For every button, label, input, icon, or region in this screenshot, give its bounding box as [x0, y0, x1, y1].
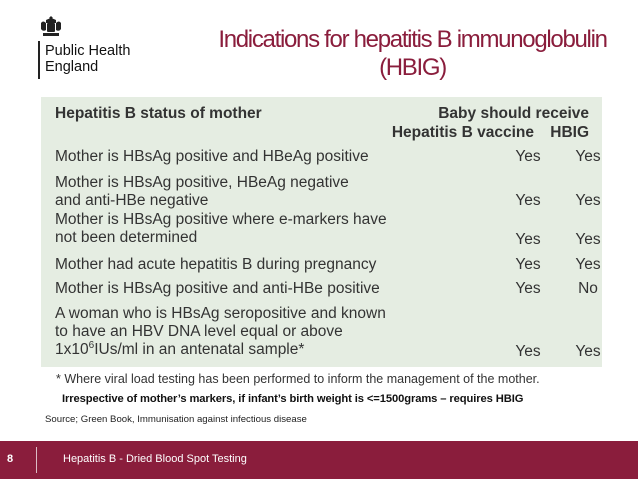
- row-status: Mother is HBsAg positive and HBeAg positive: [55, 148, 369, 165]
- superscript-exponent: 6: [88, 340, 95, 351]
- footer-title: Hepatitis B - Dried Blood Spot Testing: [63, 453, 247, 465]
- row-hbig: Yes: [575, 343, 601, 360]
- page-number: 8: [7, 453, 14, 465]
- footer-divider: [36, 447, 37, 473]
- header-hbig: HBIG: [550, 124, 589, 141]
- table-footnote: * Where viral load testing has been performed to inform the management of the mother.: [56, 372, 540, 386]
- header-mother-status: Hepatitis B status of mother: [55, 105, 262, 122]
- row-vaccine: Yes: [515, 256, 541, 273]
- row-hbig: Yes: [575, 256, 601, 273]
- slide-footer: [0, 441, 638, 479]
- row-vaccine: Yes: [515, 343, 541, 360]
- row-hbig: Yes: [575, 148, 601, 165]
- row-status: Mother is HBsAg positive and anti-HBe positive: [55, 280, 380, 297]
- row-status: [55, 305, 475, 359]
- row-status-unit: IUs/ml in an antenatal sample*: [94, 341, 305, 358]
- header-vaccine: Hepatitis B vaccine: [391, 124, 534, 141]
- royal-crest-icon: [38, 14, 64, 38]
- birth-weight-note: Irrespective of mother’s markers, if infant’s birth weight is <=1500grams – requires HBIG: [62, 393, 524, 405]
- row-vaccine: Yes: [515, 280, 541, 297]
- indications-table: [41, 97, 602, 367]
- row-status: Mother is HBsAg positive where e-markers have not been determined: [55, 211, 387, 246]
- header-baby-should-receive: Baby should receive: [438, 105, 589, 122]
- source-citation: Source; Green Book, Immunisation against infectious disease: [45, 414, 307, 425]
- slide-title: [190, 26, 635, 82]
- row-status-text: A woman who is HBsAg seropositive and known to have an HBV DNA level equal or above 1x10: [55, 305, 386, 358]
- row-status: Mother is HBsAg positive, HBeAg negative and anti-HBe negative: [55, 174, 349, 209]
- row-hbig: No: [578, 280, 598, 297]
- logo-line-2: England: [45, 59, 99, 75]
- phe-logo: [38, 14, 148, 80]
- slide-title-line-2: (HBIG): [379, 54, 446, 81]
- row-status: Mother had acute hepatitis B during pregnancy: [55, 256, 377, 273]
- slide-title-line-1: Indications for hepatitis B immunoglobulin: [218, 26, 607, 53]
- row-vaccine: Yes: [515, 192, 541, 209]
- row-hbig: Yes: [575, 231, 601, 248]
- row-hbig: Yes: [575, 192, 601, 209]
- row-vaccine: Yes: [515, 231, 541, 248]
- logo-line-1: Public Health: [45, 43, 131, 59]
- logo-bar: [38, 41, 40, 79]
- row-vaccine: Yes: [515, 148, 541, 165]
- logo-text: [45, 43, 130, 75]
